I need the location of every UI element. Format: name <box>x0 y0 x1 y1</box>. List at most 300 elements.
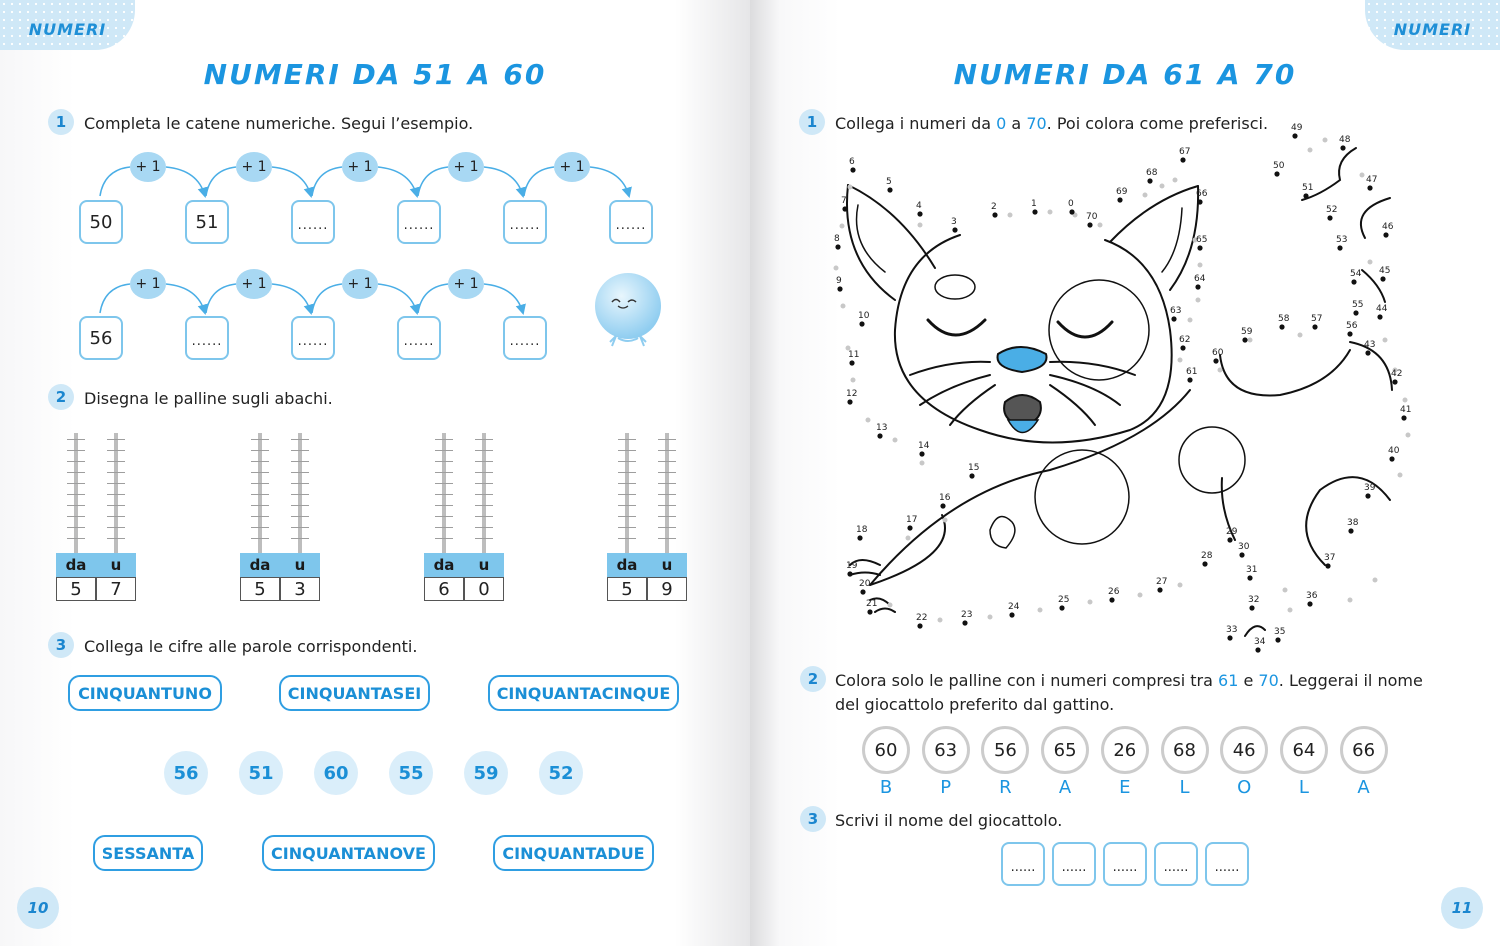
numbered-dot[interactable] <box>917 623 922 628</box>
numbered-dot[interactable] <box>1327 215 1332 220</box>
numbered-dot[interactable] <box>1069 209 1074 214</box>
abacus-rod-tick <box>618 505 636 506</box>
number-ball[interactable]: 63 <box>922 726 970 774</box>
numbered-dot[interactable] <box>952 227 957 232</box>
numbered-dot[interactable] <box>1275 637 1280 642</box>
numbered-dot[interactable] <box>850 167 855 172</box>
number-ball[interactable]: 26 <box>1101 726 1149 774</box>
abacus-units-header: u <box>96 553 136 577</box>
dot-number-label: 52 <box>1326 205 1338 215</box>
numbered-dot[interactable] <box>1197 245 1202 250</box>
number-ball[interactable]: 56 <box>981 726 1029 774</box>
abacus-tens-value: 5 <box>240 577 280 601</box>
abacus-rod-tick <box>291 483 309 484</box>
numbered-dot[interactable] <box>962 620 967 625</box>
abacus-rod[interactable] <box>114 433 118 561</box>
dot-number-label: 65 <box>1196 235 1208 245</box>
numbered-dot[interactable] <box>1227 537 1232 542</box>
abacus-rod-tick <box>67 527 85 528</box>
exercise-number: 2 <box>48 384 74 410</box>
chain-box-given: 51 <box>185 200 229 244</box>
dot-number-label: 46 <box>1382 222 1394 232</box>
abacus-rod-tick <box>618 472 636 473</box>
abacus-tens-header: da <box>424 553 464 577</box>
abacus-rod-tick <box>67 494 85 495</box>
numbered-dot[interactable] <box>1348 528 1353 533</box>
plus-one-label: + 1 <box>342 152 378 182</box>
word-card[interactable]: CINQUANTANOVE <box>262 835 435 871</box>
dot-number-label: 3 <box>951 217 957 227</box>
numbered-dot[interactable] <box>1059 605 1064 610</box>
dot-number-label: 49 <box>1291 123 1303 133</box>
abacus-rod[interactable] <box>482 433 486 561</box>
dot-number-label: 19 <box>846 561 858 571</box>
numbered-dot[interactable] <box>857 535 862 540</box>
dot-number-label: 42 <box>1391 369 1403 379</box>
dot-number-label: 1 <box>1031 199 1037 209</box>
abacus-rod-tick <box>107 461 125 462</box>
dot-number-label: 24 <box>1008 602 1020 612</box>
page-title: NUMERI DA 61 A 70 <box>953 58 1297 91</box>
abacus-rod-tick <box>291 494 309 495</box>
plus-one-label: + 1 <box>236 152 272 182</box>
abacus-rod-tick <box>618 516 636 517</box>
chain-box-blank[interactable]: ...... <box>609 200 653 244</box>
numbered-dot[interactable] <box>842 206 847 211</box>
right-page <box>750 0 1500 946</box>
dot-number-label: 4 <box>916 201 922 211</box>
abacus-rod-tick <box>658 494 676 495</box>
numbered-dot[interactable] <box>1242 337 1247 342</box>
abacus-units-value: 9 <box>647 577 687 601</box>
numbered-dot[interactable] <box>860 589 865 594</box>
abacus[interactable] <box>607 433 687 603</box>
numbered-dot[interactable] <box>1383 232 1388 237</box>
numbered-dot[interactable] <box>969 473 974 478</box>
page-number: 10 <box>17 887 59 929</box>
chain-box-blank[interactable]: ...... <box>503 316 547 360</box>
abacus-rod-tick <box>618 450 636 451</box>
dot-number-label: 29 <box>1226 527 1238 537</box>
numbered-dot[interactable] <box>1279 324 1284 329</box>
abacus-tens-value: 5 <box>56 577 96 601</box>
dot-to-dot-cat[interactable] <box>750 0 1500 670</box>
dot-number-label: 7 <box>841 196 847 206</box>
dot-number-label: 20 <box>859 579 871 589</box>
numbered-dot[interactable] <box>1197 199 1202 204</box>
dot-number-label: 61 <box>1186 367 1198 377</box>
plus-one-label: + 1 <box>342 269 378 299</box>
abacus[interactable] <box>240 433 320 603</box>
abacus-rod-tick <box>618 494 636 495</box>
abacus-rod-tick <box>475 538 493 539</box>
dot-number-label: 18 <box>856 525 868 535</box>
mascot-illustration <box>588 272 668 362</box>
dot-number-label: 57 <box>1311 314 1323 324</box>
abacus-rod-tick <box>435 527 453 528</box>
abacus-rod-tick <box>251 461 269 462</box>
dot-number-label: 14 <box>918 441 930 451</box>
word-card[interactable]: CINQUANTACINQUE <box>488 675 679 711</box>
word-card[interactable]: CINQUANTUNO <box>68 675 222 711</box>
dot-number-label: 63 <box>1170 306 1182 316</box>
plus-one-label: + 1 <box>554 152 590 182</box>
dot-number-label: 21 <box>866 599 878 609</box>
numbered-dot[interactable] <box>837 286 842 291</box>
abacus-rod-tick <box>67 516 85 517</box>
abacus-rod-tick <box>107 527 125 528</box>
abacus-rod-tick <box>475 461 493 462</box>
abacus-rod-tick <box>251 516 269 517</box>
plus-one-label: + 1 <box>448 269 484 299</box>
dot-number-label: 60 <box>1212 348 1224 358</box>
abacus-rod[interactable] <box>258 433 262 561</box>
numbered-dot[interactable] <box>1157 587 1162 592</box>
abacus-rod-tick <box>291 516 309 517</box>
exercise-number: 2 <box>800 666 826 692</box>
numbered-dot[interactable] <box>1247 575 1252 580</box>
abacus-rod-tick <box>107 538 125 539</box>
word-card[interactable]: CINQUANTASEI <box>279 675 430 711</box>
abacus-rod-tick <box>658 516 676 517</box>
numbered-dot[interactable] <box>1274 171 1279 176</box>
numbered-dot[interactable] <box>1227 635 1232 640</box>
numbered-dot[interactable] <box>917 211 922 216</box>
numbered-dot[interactable] <box>1180 345 1185 350</box>
dot-number-label: 43 <box>1364 340 1376 350</box>
abacus-rod-tick <box>435 538 453 539</box>
abacus-tens-value: 6 <box>424 577 464 601</box>
abacus-rod-tick <box>618 538 636 539</box>
dot-number-label: 62 <box>1179 335 1191 345</box>
answer-box[interactable]: ...... <box>1052 842 1096 886</box>
abacus-rod-tick <box>251 527 269 528</box>
numbered-dot[interactable] <box>1337 245 1342 250</box>
abacus-rod-tick <box>291 472 309 473</box>
numbered-dot[interactable] <box>1180 157 1185 162</box>
dot-number-label: 11 <box>848 350 860 360</box>
numbered-dot[interactable] <box>847 571 852 576</box>
abacus-rod-tick <box>475 527 493 528</box>
abacus-rod-tick <box>618 461 636 462</box>
chain-box-given: 56 <box>79 316 123 360</box>
dot-number-label: 17 <box>906 515 918 525</box>
abacus-rod-tick <box>67 450 85 451</box>
abacus-rod-tick <box>251 439 269 440</box>
abacus-rod-tick <box>291 461 309 462</box>
dot-number-label: 31 <box>1246 565 1258 575</box>
abacus-rod-tick <box>475 439 493 440</box>
abacus-rod-tick <box>291 538 309 539</box>
abacus-rod-tick <box>475 505 493 506</box>
chain-box-blank[interactable]: ...... <box>397 200 441 244</box>
numbered-dot[interactable] <box>859 321 864 326</box>
numbered-dot[interactable] <box>1380 276 1385 281</box>
numbered-dot[interactable] <box>1202 561 1207 566</box>
plus-one-label: + 1 <box>448 152 484 182</box>
number-circle[interactable]: 59 <box>464 751 508 795</box>
numbered-dot[interactable] <box>1365 493 1370 498</box>
abacus-rod-tick <box>435 494 453 495</box>
number-ball[interactable]: 64 <box>1280 726 1328 774</box>
dot-number-label: 38 <box>1347 518 1359 528</box>
chain-box-blank[interactable]: ...... <box>397 316 441 360</box>
numbered-dot[interactable] <box>1195 284 1200 289</box>
numbered-dot[interactable] <box>1187 377 1192 382</box>
abacus-units-header: u <box>464 553 504 577</box>
chain-box-blank[interactable]: ...... <box>185 316 229 360</box>
abacus-rod-tick <box>251 483 269 484</box>
exercise-instruction: Scrivi il nome del giocattolo. <box>835 811 1063 830</box>
numbered-dot[interactable] <box>849 360 854 365</box>
section-tab: NUMERI <box>0 0 135 50</box>
numbered-dot[interactable] <box>1401 415 1406 420</box>
dot-number-label: 34 <box>1254 637 1266 647</box>
chain-box-blank[interactable]: ...... <box>291 200 335 244</box>
abacus-rod-tick <box>67 538 85 539</box>
ball-letter: R <box>999 777 1012 798</box>
number-ball[interactable]: 60 <box>862 726 910 774</box>
abacus-rod-tick <box>658 461 676 462</box>
abacus-rod-tick <box>658 439 676 440</box>
plus-one-label: + 1 <box>130 269 166 299</box>
numbered-dot[interactable] <box>1312 324 1317 329</box>
abacus-tens-value: 5 <box>607 577 647 601</box>
abacus-rod[interactable] <box>625 433 629 561</box>
numbered-dot[interactable] <box>1340 145 1345 150</box>
numbered-dot[interactable] <box>887 187 892 192</box>
dot-number-label: 67 <box>1179 147 1191 157</box>
abacus-rod[interactable] <box>298 433 302 561</box>
number-circle[interactable]: 52 <box>539 751 583 795</box>
abacus-rod-tick <box>658 538 676 539</box>
numbered-dot[interactable] <box>1255 647 1260 652</box>
chain-box-blank[interactable]: ...... <box>291 316 335 360</box>
numbered-dot[interactable] <box>919 451 924 456</box>
dot-number-label: 16 <box>939 493 951 503</box>
ball-letter: P <box>940 777 952 798</box>
abacus-rod-tick <box>475 516 493 517</box>
numbered-dot[interactable] <box>1377 314 1382 319</box>
abacus-rod-tick <box>67 461 85 462</box>
numbered-dot[interactable] <box>1249 605 1254 610</box>
numbered-dot[interactable] <box>992 212 997 217</box>
exercise-number: 3 <box>48 632 74 658</box>
dot-number-label: 48 <box>1339 135 1351 145</box>
abacus-rod-tick <box>107 439 125 440</box>
abacus-rod-tick <box>107 450 125 451</box>
numbered-dot[interactable] <box>940 503 945 508</box>
answer-box[interactable]: ...... <box>1001 842 1045 886</box>
dot-number-label: 15 <box>968 463 980 473</box>
numbered-dot[interactable] <box>1147 178 1152 183</box>
numbered-dot[interactable] <box>1365 350 1370 355</box>
abacus-rod-tick <box>658 450 676 451</box>
ball-letter: L <box>1179 777 1190 798</box>
dot-number-label: 45 <box>1379 266 1391 276</box>
dot-number-label: 41 <box>1400 405 1412 415</box>
numbered-dot[interactable] <box>877 433 882 438</box>
abacus-tens-header: da <box>56 553 96 577</box>
dot-number-label: 56 <box>1346 321 1358 331</box>
plus-one-label: + 1 <box>130 152 166 182</box>
answer-box[interactable]: ...... <box>1205 842 1249 886</box>
numbered-dot[interactable] <box>1351 279 1356 284</box>
dot-number-label: 66 <box>1196 189 1208 199</box>
numbered-dot[interactable] <box>1307 601 1312 606</box>
dot-number-label: 64 <box>1194 274 1206 284</box>
dot-number-label: 59 <box>1241 327 1253 337</box>
abacus-rod-tick <box>435 472 453 473</box>
number-ball[interactable]: 46 <box>1220 726 1268 774</box>
abacus-units-value: 0 <box>464 577 504 601</box>
dot-number-label: 12 <box>846 389 858 399</box>
page-number: 11 <box>1441 887 1483 929</box>
numbered-dot[interactable] <box>1171 316 1176 321</box>
abacus-rod-tick <box>251 494 269 495</box>
abacus-rod-tick <box>291 450 309 451</box>
ball-letter: B <box>879 777 893 798</box>
abacus-rod-tick <box>658 472 676 473</box>
chain-box-blank[interactable]: ...... <box>503 200 547 244</box>
numbered-dot[interactable] <box>1353 310 1358 315</box>
dot-number-label: 54 <box>1350 269 1362 279</box>
abacus-rod-tick <box>107 516 125 517</box>
numbered-dot[interactable] <box>1392 379 1397 384</box>
numbered-dot[interactable] <box>867 609 872 614</box>
number-ball[interactable]: 65 <box>1041 726 1089 774</box>
number-circle[interactable]: 60 <box>314 751 358 795</box>
plus-one-label: + 1 <box>236 269 272 299</box>
numbered-dot[interactable] <box>1117 197 1122 202</box>
dot-number-label: 39 <box>1364 483 1376 493</box>
abacus-rod-tick <box>67 439 85 440</box>
page-title: NUMERI DA 51 A 60 <box>203 58 547 91</box>
numbered-dot[interactable] <box>1347 331 1352 336</box>
exercise-number: 3 <box>800 806 826 832</box>
numbered-dot[interactable] <box>835 244 840 249</box>
abacus-rod-tick <box>475 472 493 473</box>
abacus-rod-tick <box>291 505 309 506</box>
dot-number-label: 58 <box>1278 314 1290 324</box>
dot-number-label: 8 <box>834 234 840 244</box>
numbered-dot[interactable] <box>1303 193 1308 198</box>
section-tab: NUMERI <box>1365 0 1500 50</box>
numbered-dot[interactable] <box>1032 209 1037 214</box>
exercise-instruction: Completa le catene numeriche. Segui l’esempio. <box>84 114 474 133</box>
numbered-dot[interactable] <box>1087 222 1092 227</box>
answer-box[interactable]: ...... <box>1103 842 1147 886</box>
abacus-rod-tick <box>435 461 453 462</box>
abacus-rod-tick <box>107 505 125 506</box>
dot-number-label: 9 <box>836 276 842 286</box>
dot-number-label: 30 <box>1238 542 1250 552</box>
number-circle[interactable]: 51 <box>239 751 283 795</box>
abacus-rod-tick <box>107 472 125 473</box>
number-circle[interactable]: 55 <box>389 751 433 795</box>
numbered-dot[interactable] <box>907 525 912 530</box>
number-ball[interactable]: 68 <box>1161 726 1209 774</box>
abacus-rod-tick <box>435 450 453 451</box>
dot-number-label: 6 <box>849 157 855 167</box>
abacus-rod-tick <box>618 527 636 528</box>
dot-number-label: 2 <box>991 202 997 212</box>
numbered-dot[interactable] <box>1109 597 1114 602</box>
dot-number-label: 40 <box>1388 446 1400 456</box>
exercise-number: 1 <box>799 109 825 135</box>
numbered-dot[interactable] <box>1367 185 1372 190</box>
number-circle[interactable]: 56 <box>164 751 208 795</box>
numbered-dot[interactable] <box>1009 612 1014 617</box>
abacus-units-header: u <box>280 553 320 577</box>
numbered-dot[interactable] <box>1239 552 1244 557</box>
abacus-tens-header: da <box>240 553 280 577</box>
abacus-units-value: 7 <box>96 577 136 601</box>
dot-number-label: 51 <box>1302 183 1314 193</box>
abacus-rod-tick <box>658 483 676 484</box>
abacus-rod-tick <box>475 450 493 451</box>
numbered-dot[interactable] <box>847 399 852 404</box>
word-card[interactable]: SESSANTA <box>93 835 203 871</box>
exercise-number: 1 <box>48 109 74 135</box>
dot-number-label: 0 <box>1068 199 1074 209</box>
abacus-rod-tick <box>475 483 493 484</box>
dot-number-label: 70 <box>1086 212 1098 222</box>
number-ball[interactable]: 66 <box>1340 726 1388 774</box>
abacus-rod[interactable] <box>665 433 669 561</box>
abacus-rod-tick <box>475 494 493 495</box>
word-card[interactable]: CINQUANTADUE <box>493 835 654 871</box>
abacus[interactable] <box>56 433 136 603</box>
ball-letter: A <box>1058 777 1072 798</box>
abacus-rod[interactable] <box>74 433 78 561</box>
abacus-rod-tick <box>291 439 309 440</box>
dot-number-label: 13 <box>876 423 888 433</box>
abacus-rod-tick <box>435 505 453 506</box>
dot-number-label: 22 <box>916 613 928 623</box>
abacus-rod-tick <box>251 538 269 539</box>
dot-number-label: 26 <box>1108 587 1120 597</box>
abacus-rod-tick <box>435 516 453 517</box>
abacus-rod-tick <box>107 494 125 495</box>
exercise-instruction: Collega le cifre alle parole corrispondenti. <box>84 637 418 656</box>
abacus[interactable] <box>424 433 504 603</box>
dot-number-label: 25 <box>1058 595 1070 605</box>
abacus-rod-tick <box>107 483 125 484</box>
dot-number-label: 69 <box>1116 187 1128 197</box>
abacus-rod-tick <box>658 505 676 506</box>
answer-box[interactable]: ...... <box>1154 842 1198 886</box>
abacus-rod[interactable] <box>442 433 446 561</box>
dot-number-label: 55 <box>1352 300 1364 310</box>
numbered-dot[interactable] <box>1292 133 1297 138</box>
dot-number-label: 32 <box>1248 595 1260 605</box>
dot-number-label: 36 <box>1306 591 1318 601</box>
ball-letter: L <box>1298 777 1309 798</box>
abacus-rod-tick <box>67 505 85 506</box>
dot-number-label: 53 <box>1336 235 1348 245</box>
abacus-rod-tick <box>251 505 269 506</box>
abacus-rod-tick <box>658 527 676 528</box>
abacus-rod-tick <box>618 439 636 440</box>
dot-number-label: 37 <box>1324 553 1336 563</box>
dot-number-label: 68 <box>1146 168 1158 178</box>
dot-number-label: 50 <box>1273 161 1285 171</box>
exercise-instruction: Disegna le palline sugli abachi. <box>84 389 333 408</box>
numbered-dot[interactable] <box>1325 563 1330 568</box>
numbered-dot[interactable] <box>1213 358 1218 363</box>
numbered-dot[interactable] <box>1389 456 1394 461</box>
